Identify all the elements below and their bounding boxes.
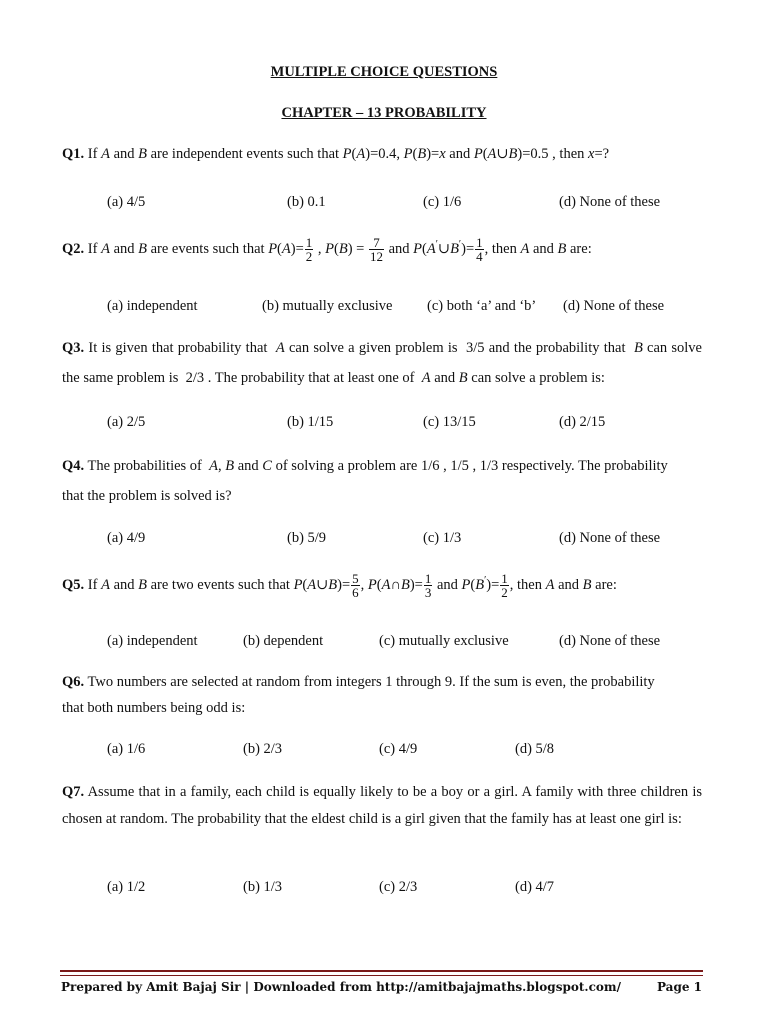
fraction: $\frac{1}{2}$	[305, 235, 313, 264]
question-1-option-b: (b) 0.1	[287, 194, 326, 210]
question-2-option-d: (d) None of these	[563, 298, 665, 314]
question-number: Q2.	[62, 240, 85, 257]
question-number: Q7.	[62, 784, 85, 800]
question-7-option-a: (a) 1/2	[107, 879, 146, 895]
question-4-option-b: (b) 5/9	[287, 530, 327, 546]
question-4-stem-line-1: Q4. The probabilities of A, B and C of solving a problem are 1/6 , 1/5 , 1/3 respectively. The probability	[62, 458, 668, 474]
footer-divider-thin	[60, 975, 703, 976]
question-1-option-c: (c) 1/6	[423, 194, 462, 210]
fraction: $\frac{7}{12}$	[369, 235, 383, 264]
question-2-option-b: (b) mutually exclusive	[262, 298, 393, 314]
question-1-stem: Q1. If A and B are independent events such that P(A)=0.4, P(B)=x and P(A∪B)=0.5 , then x=?	[62, 146, 610, 162]
question-number: Q1.	[62, 146, 85, 162]
question-4-option-a: (a) 4/9	[107, 530, 146, 546]
question-6-option-d: (d) 5/8	[515, 741, 555, 757]
question-5-option-a: (a) independent	[107, 633, 198, 649]
question-6-option-c: (c) 4/9	[379, 741, 418, 757]
question-2-stem: Q2. If A and B are events such that P(A)= $\frac{1}{2}$ , P(B) = $\frac{7}{12}$ and P(A′∪B′)= $\frac{1}{4}$ , then A and B are:	[62, 235, 592, 264]
question-3-stem: Q3. It is given that probability that A can solve a given problem is 3/5 and the probability that B can solve the same problem is 2/3 . The probability that at least one of A and B can solve a problem is:	[62, 340, 702, 386]
chapter-title: CHAPTER – 13 PROBABILITY	[281, 105, 487, 121]
question-7-option-d: (d) 4/7	[515, 879, 555, 895]
question-7-option-c: (c) 2/3	[379, 879, 418, 895]
question-7-option-b: (b) 1/3	[243, 879, 283, 895]
question-7-text: Assume that in a family, each child is equally likely to be a boy or a girl. A family with three children is chosen at random. The probability that the eldest child is a girl given that the family has at least one girl is:	[62, 784, 703, 827]
question-7-stem	[62, 779, 702, 832]
question-5-option-b: (b) dependent	[243, 633, 324, 649]
question-number: Q6.	[62, 674, 85, 690]
footer-credit: Prepared by Amit Bajaj Sir | Downloaded from http://amitbajajmaths.blogspot.com/	[61, 980, 621, 994]
question-4-stem-line-2: that the problem is solved is?	[62, 488, 232, 504]
question-number: Q5.	[62, 576, 85, 593]
question-5-option-d: (d) None of these	[559, 633, 661, 649]
question-3-option-c: (c) 13/15	[423, 414, 476, 430]
fraction: $\frac{1}{3}$	[424, 571, 432, 600]
question-6-option-b: (b) 2/3	[243, 741, 283, 757]
document-title: MULTIPLE CHOICE QUESTIONS	[270, 64, 498, 80]
footer-divider	[60, 970, 703, 972]
question-3-option-a: (a) 2/5	[107, 414, 146, 430]
fraction: $\frac{1}{4}$	[476, 235, 483, 264]
question-6-text: Two numbers are selected at random from integers 1 through 9. If the sum is even, the probability	[87, 674, 655, 690]
question-3-option-d: (d) 2/15	[559, 414, 606, 430]
question-6-stem-line-1	[62, 674, 655, 691]
question-6-stem-line-2: that both numbers being odd is:	[62, 700, 246, 716]
question-4-option-c: (c) 1/3	[423, 530, 462, 546]
question-1-option-d: (d) None of these	[559, 194, 661, 210]
question-5-option-c: (c) mutually exclusive	[379, 633, 509, 649]
question-2-option-c: (c) both ‘a’ and ‘b’	[427, 298, 537, 314]
question-3-option-b: (b) 1/15	[287, 414, 334, 430]
page-number: Page 1	[656, 980, 702, 994]
question-2-option-a: (a) independent	[107, 298, 198, 314]
question-1-option-a: (a) 4/5	[107, 194, 146, 210]
question-4-option-d: (d) None of these	[559, 530, 661, 546]
question-number: Q4.	[62, 458, 85, 474]
question-6-option-a: (a) 1/6	[107, 741, 146, 757]
question-number: Q3.	[62, 340, 85, 356]
fraction: $\frac{1}{2}$	[501, 571, 508, 600]
fraction: $\frac{5}{6}$	[352, 571, 359, 600]
question-5-stem: Q5. If A and B are two events such that P(A∪B)= $\frac{5}{6}$ , P(A∩B)= $\frac{1}{3}$ and P(B′)= $\frac{1}{2}$ , then A and B are:	[62, 571, 617, 600]
